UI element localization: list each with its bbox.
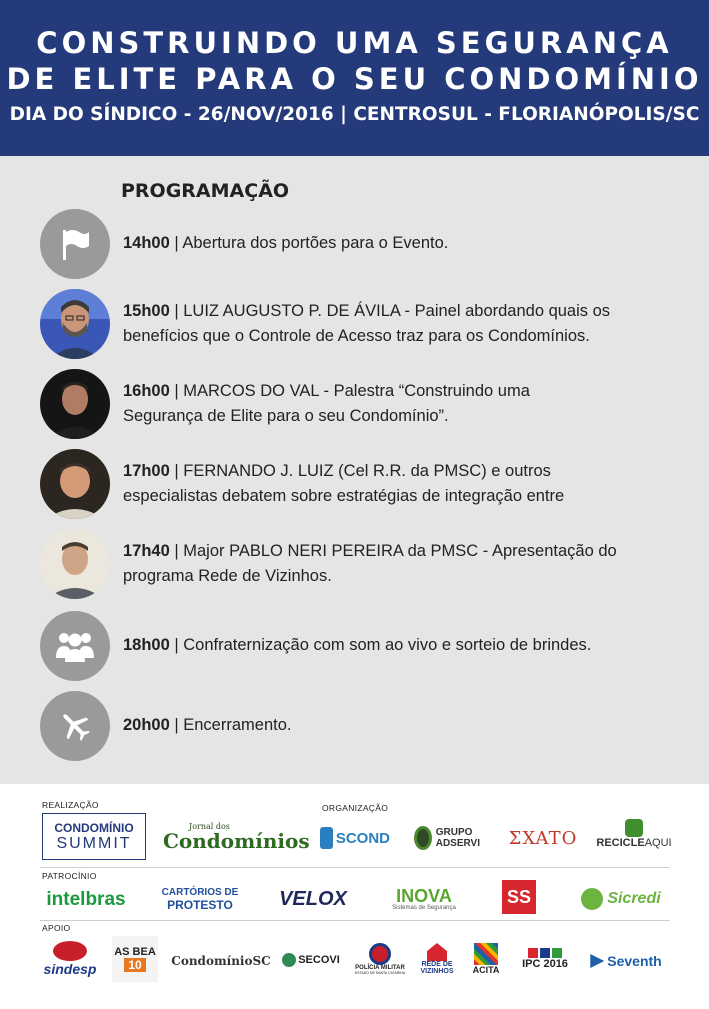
program-item	[40, 691, 700, 763]
inova-logo: INOVA Sistemas de Segurança	[392, 886, 456, 911]
seventh-logo: Seventh	[582, 950, 670, 972]
program-item	[40, 529, 700, 601]
intelbras-logo: intelbras	[46, 889, 126, 910]
program-description-cont: especialistas debatem sobre estratégias de integração entre	[123, 487, 565, 505]
program-time: 17h00	[123, 462, 170, 480]
speaker-photo-fernando	[40, 449, 110, 519]
airplane-icon	[40, 691, 110, 761]
title-line-1: CONSTRUINDO UMA SEGURANÇA	[36, 26, 673, 60]
speaker-photo-marcos	[40, 369, 110, 439]
ipc-2016-logo: IPC 2016	[516, 940, 574, 978]
divider	[40, 920, 670, 921]
ss-logo: SS	[502, 880, 536, 914]
program-description: | LUIZ AUGUSTO P. DE ÁVILA - Painel abordando quais os	[169, 302, 611, 320]
program-item	[40, 209, 700, 281]
program-section	[0, 156, 709, 784]
program-time: 20h00	[123, 716, 170, 734]
program-description: | MARCOS DO VAL - Palestra “Construindo uma	[169, 382, 530, 400]
realizacao-label: REALIZAÇÃO	[42, 800, 99, 810]
title-line-2: DE ELITE PARA O SEU CONDOMÍNIO	[6, 62, 703, 96]
sindesp-logo: sindesp	[40, 936, 100, 982]
jornal-condominios-logo: Jornal dos Condomínios	[163, 821, 310, 853]
policia-militar-logo: POLÍCIA MILITAR ESTADO DE SANTA CATARINA	[352, 936, 408, 982]
program-item	[40, 449, 700, 521]
grupo-adservi-logo: GRUPO ADSERVI	[414, 822, 480, 854]
program-item	[40, 611, 700, 683]
rede-vizinhos-logo: REDE DE VIZINHOS	[418, 936, 456, 982]
patrocinio-label: PATROCÍNIO	[42, 871, 97, 881]
program-item	[40, 289, 700, 361]
program-title: PROGRAMAÇÃO	[121, 180, 290, 202]
secovi-logo: SECOVI	[280, 942, 342, 978]
speaker-photo-pablo	[40, 529, 110, 599]
divider	[40, 867, 670, 868]
condominiosc-logo: CondomínioSC	[171, 954, 271, 968]
program-time: 14h00	[123, 234, 170, 252]
scond-logo: SCOND	[320, 824, 390, 852]
program-description: | Confraternização com som ao vivo e sorteio de brindes.	[169, 636, 592, 654]
sicredi-logo: Sicredi	[572, 884, 670, 914]
event-subtitle: DIA DO SÍNDICO - 26/NOV/2016 | CENTROSUL - FLORIANÓPOLIS/SC	[9, 104, 700, 125]
program-time: 18h00	[123, 636, 170, 654]
program-description-cont: benefícios que o Controle de Acesso traz para os Condomínios.	[123, 327, 590, 345]
asbea-logo: AS BEA 10	[112, 936, 158, 982]
sponsors-section	[0, 784, 709, 1009]
organizacao-label: ORGANIZAÇÃO	[322, 803, 389, 813]
condominio-summit-logo: CONDOMÍNIO SUMMIT	[42, 813, 146, 860]
program-time: 16h00	[123, 382, 170, 400]
program-description-cont: Segurança de Elite para o seu Condomínio”.	[123, 407, 449, 425]
program-description: | FERNANDO J. LUIZ (Cel R.R. da PMSC) e outros	[169, 462, 551, 480]
program-time: 17h40	[123, 542, 170, 560]
recicle-aqui-logo: RECICLEAQUI	[598, 814, 670, 854]
acita-logo: ACITA	[466, 936, 506, 982]
program-description: | Encerramento.	[169, 716, 292, 734]
program-description: | Major PABLO NERI PEREIRA da PMSC - Apresentação do	[169, 542, 617, 560]
program-description-cont: programa Rede de Vizinhos.	[123, 567, 332, 585]
program-time: 15h00	[123, 302, 170, 320]
program-item	[40, 369, 700, 441]
velox-logo: VELOX	[279, 887, 347, 910]
apoio-label: APOIO	[42, 923, 71, 933]
group-icon	[40, 611, 110, 681]
exato-logo: ΣXATO	[508, 827, 578, 849]
speaker-photo-luiz	[40, 289, 110, 359]
header-banner	[0, 0, 709, 156]
program-description: | Abertura dos portões para o Evento.	[169, 234, 449, 252]
flag-icon	[40, 209, 110, 279]
cartorios-logo: CARTÓRIOS DE PROTESTO	[161, 887, 239, 912]
